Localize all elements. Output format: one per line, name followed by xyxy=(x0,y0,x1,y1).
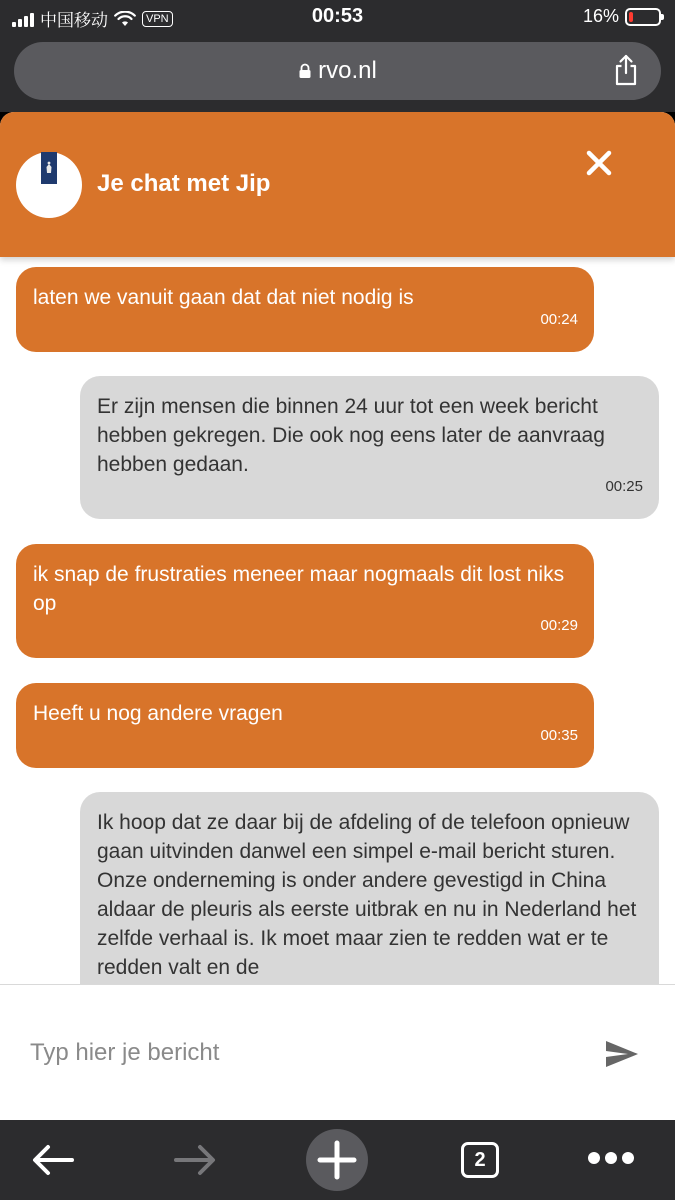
carrier-name: 中国移动 xyxy=(40,11,108,30)
browser-toolbar xyxy=(0,1120,675,1200)
user-message xyxy=(80,792,659,984)
message-time: 00:29 xyxy=(540,617,578,634)
arrow-right-icon[interactable] xyxy=(172,1142,218,1178)
battery-percent: 16% xyxy=(582,6,619,26)
battery-fill xyxy=(629,12,633,22)
browser-top-bar xyxy=(0,0,675,112)
address-bar[interactable] xyxy=(14,42,661,100)
message-text: ik snap de frustraties meneer maar nogmaals dit lost niks op xyxy=(33,563,565,615)
tab-count-button[interactable]: 2 xyxy=(461,1142,499,1178)
message-text: Er zijn mensen die binnen 24 uur tot een week bericht hebben gekregen. Die ook nog eens later de aanvraag hebben gedaan. xyxy=(97,395,605,476)
chat-widget xyxy=(0,112,675,1120)
avatar xyxy=(16,152,82,218)
close-icon[interactable] xyxy=(584,148,614,178)
send-icon[interactable] xyxy=(604,1039,640,1069)
lock-icon xyxy=(298,63,312,79)
new-tab-button[interactable] xyxy=(306,1129,368,1191)
share-icon[interactable] xyxy=(613,54,639,86)
agent-message xyxy=(16,544,594,658)
plus-icon xyxy=(306,1129,368,1191)
url-display xyxy=(14,57,661,85)
user-message xyxy=(80,376,659,519)
status-bar xyxy=(0,0,675,34)
status-right xyxy=(583,6,661,27)
message-composer xyxy=(0,984,675,1120)
chat-header xyxy=(0,112,675,257)
message-text: Ik hoop dat ze daar bij de afdeling of de telefoon opnieuw gaan uitvinden danwel een simpel e-mail bericht sturen. Onze onderneming is onder andere gevestigd in China aldaar de pleuris als eerste uitbrak en nu in Nederland het zelfde verhaal is. Ik moet maar zien te redden wat er te redden valt en de xyxy=(97,811,637,979)
agent-message xyxy=(16,267,594,352)
message-time: 00:24 xyxy=(540,311,578,328)
rijksoverheid-logo-icon xyxy=(41,152,57,184)
status-time: 00:53 xyxy=(311,5,364,27)
agent-message xyxy=(16,683,594,768)
message-time: 00:35 xyxy=(540,727,578,744)
message-time: 00:25 xyxy=(605,478,643,495)
message-input[interactable] xyxy=(30,1035,570,1071)
chat-title: Je chat met Jip xyxy=(97,170,271,197)
message-text: Heeft u nog andere vragen xyxy=(33,702,283,725)
vpn-badge: VPN xyxy=(142,11,173,27)
arrow-left-icon[interactable] xyxy=(30,1142,76,1178)
url-text: rvo.nl xyxy=(318,57,377,84)
more-icon[interactable] xyxy=(586,1150,636,1166)
message-text: laten we vanuit gaan dat dat niet nodig is xyxy=(33,286,414,309)
battery-icon xyxy=(625,8,661,26)
